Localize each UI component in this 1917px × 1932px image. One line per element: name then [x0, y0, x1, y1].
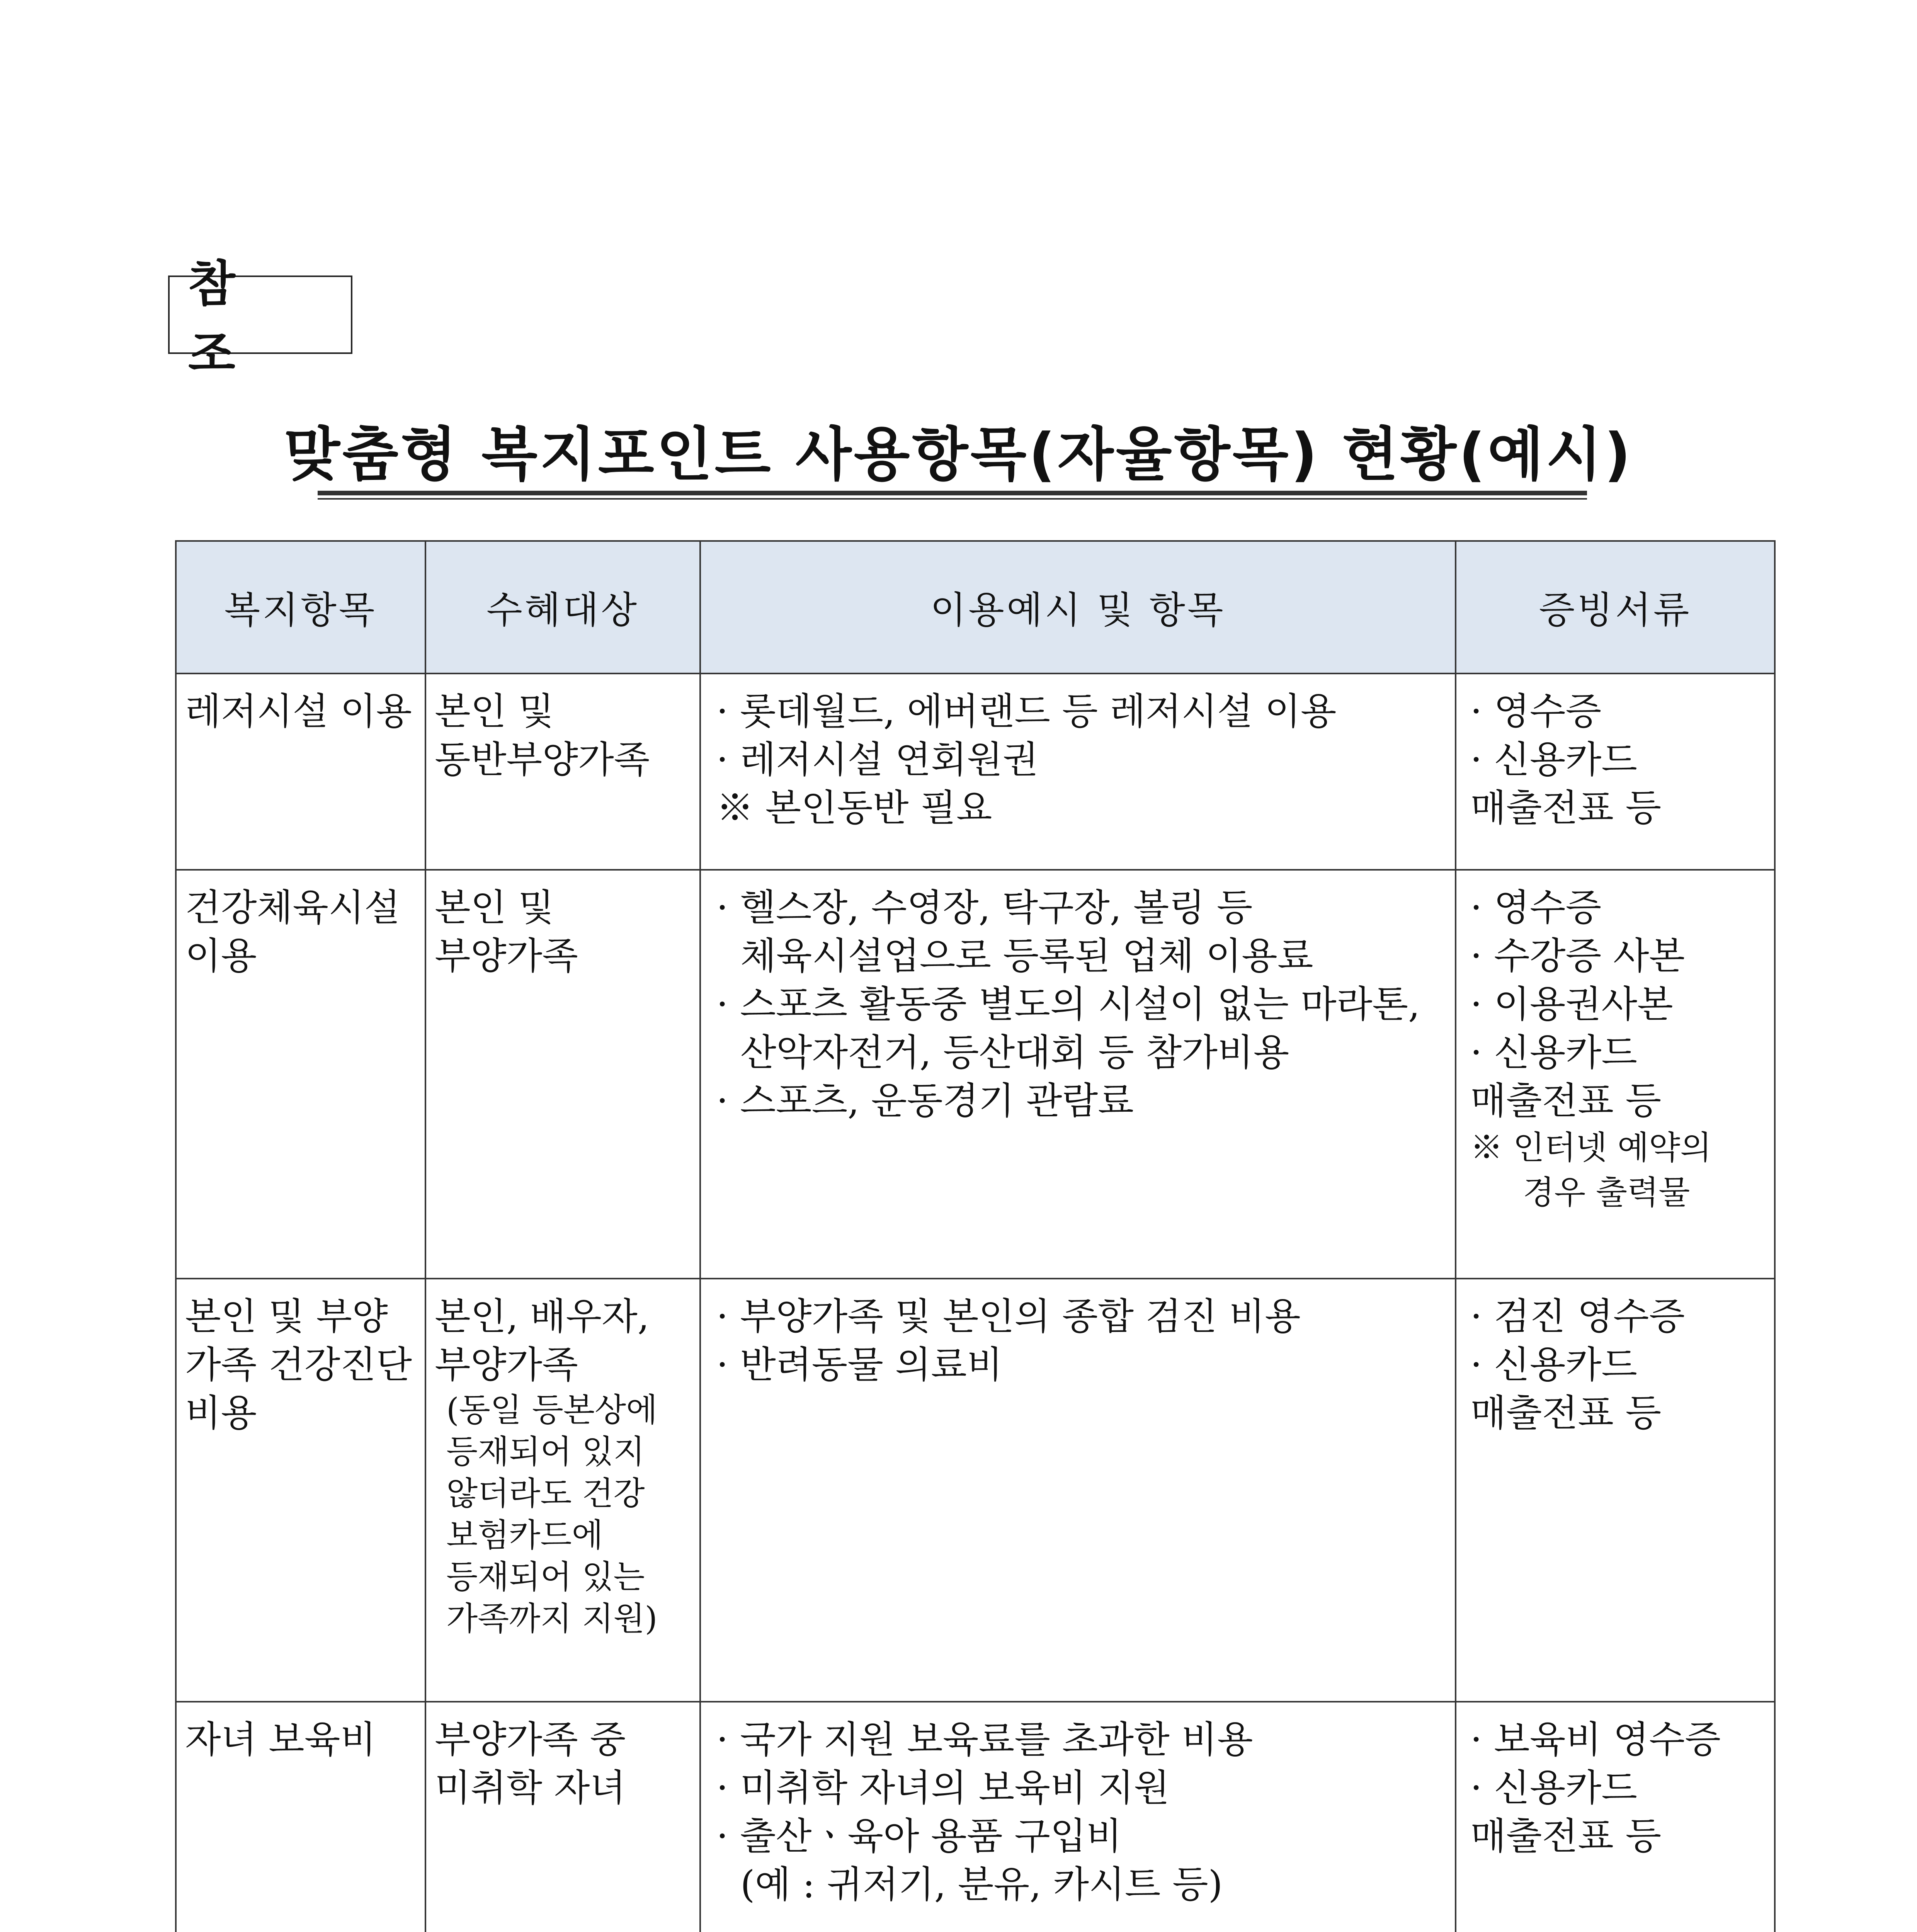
cell-usage-examples — [700, 673, 1456, 870]
title-underline-thin — [318, 498, 1587, 500]
header-beneficiary: 수혜대상 — [425, 541, 700, 673]
header-supporting-documents: 증빙서류 — [1456, 541, 1775, 673]
cell-line: · 레저시설 연회원권 — [716, 738, 1039, 781]
cell-line: 않더라도 건강 — [446, 1475, 645, 1512]
cell-line: (예 : 귀저기, 분유, 카시트 등) — [740, 1863, 1223, 1906]
cell-line: 본인 및 — [435, 886, 554, 929]
cell-line: · 부양가족 및 본인의 종합 검진 비용 — [716, 1295, 1301, 1338]
cell-line: 이용 — [185, 934, 257, 978]
cell-line: · 미취학 자녀의 보육비 지원 — [716, 1766, 1170, 1810]
cell-line: · 출산ㆍ육아 용품 구입비 — [716, 1815, 1122, 1858]
cell-line: 매출전표 등 — [1470, 1815, 1662, 1858]
cell-line: · 반려동물 의료비 — [716, 1343, 1003, 1386]
cell-line: 부양가족 중 — [435, 1718, 626, 1761]
cell-line: (동일 등본상에 — [446, 1391, 658, 1429]
cell-line: 본인 및 부양 — [185, 1295, 388, 1338]
cell-welfare-item — [176, 1702, 425, 1932]
header-usage-examples: 이용예시 및 항목 — [700, 541, 1456, 673]
cell-line: 미취학 자녀 — [435, 1766, 626, 1810]
cell-line: 비용 — [185, 1391, 257, 1435]
table-row — [176, 673, 1775, 870]
cell-line: · 이용권사본 — [1470, 983, 1673, 1026]
welfare-items-table — [175, 540, 1776, 1932]
cell-line: · 보육비 영수증 — [1470, 1718, 1721, 1761]
cell-beneficiary — [425, 870, 700, 1279]
cell-line: · 신용카드 — [1470, 1031, 1637, 1074]
cell-line: 동반부양가족 — [435, 738, 650, 781]
cell-line: · 신용카드 — [1470, 1343, 1637, 1386]
cell-line: 가족 건강진단 — [185, 1343, 412, 1386]
header-welfare-item: 복지항목 — [176, 541, 425, 673]
cell-line: · 영수증 — [1470, 690, 1602, 733]
cell-line: · 신용카드 — [1470, 738, 1637, 781]
cell-line: · 수강증 사본 — [1470, 934, 1685, 978]
cell-line: · 국가 지원 보육료를 초과한 비용 — [716, 1718, 1253, 1761]
title-underline — [318, 491, 1587, 495]
cell-line: 보험카드에 — [446, 1516, 603, 1554]
cell-line: 체육시설업으로 등록된 업체 이용료 — [740, 934, 1313, 978]
cell-line: 매출전표 등 — [1470, 786, 1662, 830]
cell-beneficiary — [425, 1702, 700, 1932]
cell-line: 산악자전거, 등산대회 등 참가비용 — [740, 1031, 1289, 1074]
cell-line: · 신용카드 — [1470, 1766, 1637, 1810]
table-row — [176, 870, 1775, 1279]
cell-supporting-documents — [1456, 870, 1775, 1279]
table-row — [176, 1702, 1775, 1932]
cell-line: 등재되어 있지 — [446, 1433, 645, 1471]
cell-line: 등재되어 있는 — [446, 1558, 645, 1596]
cell-line: 부양가족 — [435, 934, 578, 978]
cell-line: 부양가족 — [435, 1343, 578, 1386]
cell-usage-examples — [700, 1702, 1456, 1932]
reference-label: 참 조 — [168, 276, 352, 354]
cell-line: 건강체육시설 — [185, 886, 400, 929]
cell-line: · 영수증 — [1470, 886, 1602, 929]
page-title: 맞춤형 복지포인트 사용항목(자율항목) 현황(예시) — [284, 421, 1633, 488]
cell-line: · 헬스장, 수영장, 탁구장, 볼링 등 — [716, 886, 1253, 929]
cell-line: · 롯데월드, 에버랜드 등 레저시설 이용 — [716, 690, 1337, 733]
cell-line: ※ 인터넷 예약의 — [1470, 1129, 1712, 1167]
cell-line: · 스포츠, 운동경기 관람료 — [716, 1079, 1134, 1122]
cell-line: 레저시설 이용 — [185, 690, 412, 733]
cell-usage-examples — [700, 870, 1456, 1279]
cell-supporting-documents — [1456, 1702, 1775, 1932]
cell-welfare-item — [176, 673, 425, 870]
cell-line: · 스포츠 활동중 별도의 시설이 없는 마라톤, — [716, 983, 1420, 1026]
cell-beneficiary — [425, 673, 700, 870]
cell-line: 본인 및 — [435, 690, 554, 733]
cell-line: ※ 본인동반 필요 — [716, 786, 992, 830]
cell-welfare-item — [176, 870, 425, 1279]
cell-welfare-item — [176, 1279, 425, 1702]
cell-line: 가족까지 지원) — [446, 1600, 658, 1638]
cell-line: 매출전표 등 — [1470, 1079, 1662, 1122]
cell-line: · 검진 영수증 — [1470, 1295, 1685, 1338]
cell-line: 자녀 보육비 — [185, 1718, 376, 1761]
cell-beneficiary — [425, 1279, 700, 1702]
table-header-row — [176, 541, 1775, 673]
cell-usage-examples — [700, 1279, 1456, 1702]
cell-line: 경우 출력물 — [1523, 1173, 1690, 1211]
cell-supporting-documents — [1456, 1279, 1775, 1702]
cell-line: 매출전표 등 — [1470, 1391, 1662, 1435]
table-row — [176, 1279, 1775, 1702]
cell-supporting-documents — [1456, 673, 1775, 870]
cell-line: 본인, 배우자, — [435, 1295, 650, 1338]
